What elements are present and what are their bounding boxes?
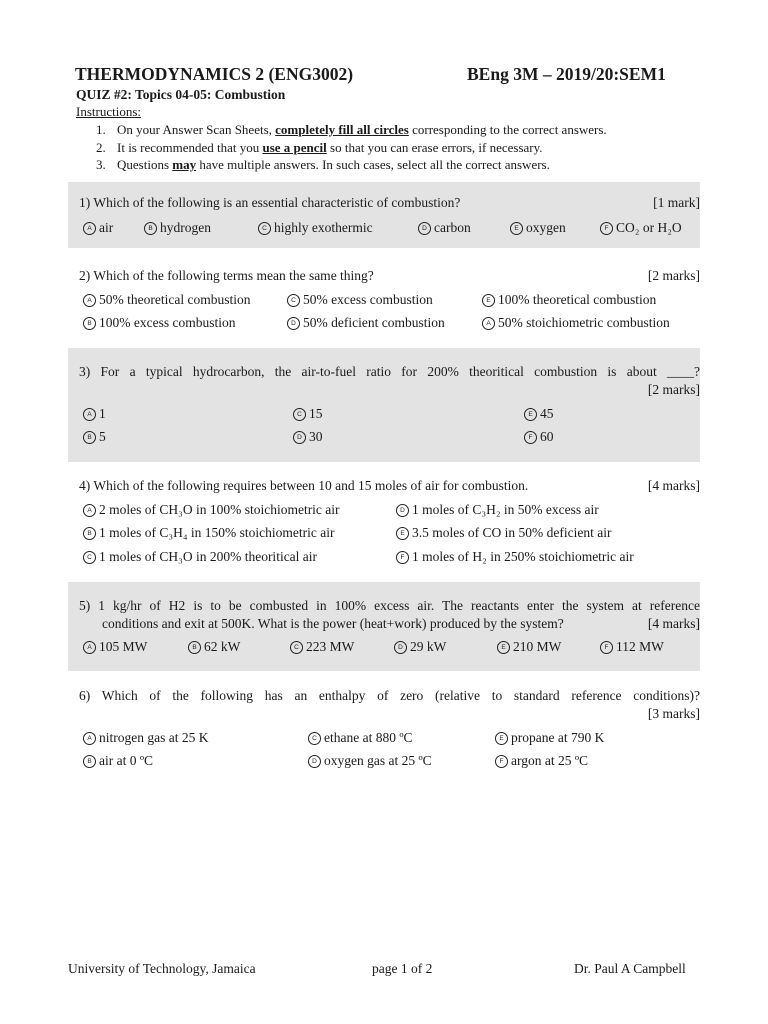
option-q3-e[interactable]: E 45: [524, 406, 554, 422]
question-2: 2) Which of the following terms mean the same thing? [2 marks]: [79, 268, 700, 283]
answer-bubble[interactable]: A: [83, 222, 96, 235]
answer-bubble[interactable]: F: [600, 641, 613, 654]
option-q2-a[interactable]: A 50% theoretical combustion: [83, 292, 250, 308]
option-q1-c[interactable]: C highly exothermic: [258, 220, 373, 236]
answer-bubble[interactable]: E: [396, 527, 409, 540]
answer-bubble[interactable]: F: [495, 755, 508, 768]
option-q6-c[interactable]: C ethane at 880 ºC: [308, 730, 413, 746]
answer-bubble[interactable]: B: [83, 527, 96, 540]
answer-bubble[interactable]: B: [188, 641, 201, 654]
answer-bubble[interactable]: B: [144, 222, 157, 235]
answer-bubble[interactable]: B: [83, 431, 96, 444]
option-q5-a[interactable]: A 105 MW: [83, 639, 147, 655]
question-4: 4) Which of the following requires between 10 and 15 moles of air for combustion. [4 marks]: [79, 478, 700, 493]
option-q5-f[interactable]: F 112 MW: [600, 639, 664, 655]
question-5: 5) 1 kg/hr of H2 is to be combusted in 100% excess air. The reactants enter the system at reference conditions and exit at 500K. What is the power (heat+work) produced by the system? [4 marks]: [79, 598, 700, 631]
option-q2-b[interactable]: B 100% excess combustion: [83, 315, 235, 331]
answer-bubble[interactable]: C: [290, 641, 303, 654]
emphasis: may: [172, 157, 197, 172]
emphasis: use a pencil: [262, 139, 327, 155]
answer-bubble[interactable]: E: [497, 641, 510, 654]
option-q3-c[interactable]: C 15: [293, 406, 323, 422]
course-title: THERMODYNAMICS 2 (ENG3002): [75, 64, 354, 84]
answer-bubble[interactable]: E: [510, 222, 523, 235]
question-6: 6) Which of the following has an enthalpy of zero (relative to standard reference conditions)? [3 marks]: [79, 688, 700, 721]
option-q1-d[interactable]: D carbon: [418, 220, 471, 236]
answer-bubble[interactable]: B: [83, 755, 96, 768]
question-1-band: [68, 182, 700, 248]
answer-bubble[interactable]: F: [600, 222, 613, 235]
option-q6-d[interactable]: D oxygen gas at 25 ºC: [308, 753, 432, 769]
option-q2-a2[interactable]: A 50% stoichiometric combustion: [482, 315, 670, 331]
answer-bubble[interactable]: A: [83, 294, 96, 307]
instructions-label: Instructions:: [76, 104, 141, 119]
option-q4-f[interactable]: F 1 moles of H₂ in 250% stoichiometric air: [396, 549, 634, 565]
answer-bubble[interactable]: D: [396, 504, 409, 517]
option-q3-a[interactable]: A 1: [83, 406, 106, 422]
program-title: BEng 3M – 2019/20:SEM1: [467, 64, 666, 84]
answer-bubble[interactable]: B: [83, 317, 96, 330]
option-q4-c[interactable]: C 1 moles of CH₃O in 200% theoritical air: [83, 549, 317, 565]
answer-bubble[interactable]: D: [394, 641, 407, 654]
instruction-item: 1. On your Answer Scan Sheets, completely fill all circles corresponding to the correct answers.: [96, 122, 607, 137]
option-q5-e[interactable]: E 210 MW: [497, 639, 561, 655]
answer-bubble[interactable]: F: [396, 551, 409, 564]
answer-bubble[interactable]: D: [293, 431, 306, 444]
marks: [3 marks]: [647, 706, 700, 721]
option-q2-d[interactable]: D 50% deficient combustion: [287, 315, 445, 331]
option-q1-a[interactable]: A air: [83, 220, 113, 236]
option-q4-b[interactable]: B 1 moles of C₃H₄ in 150% stoichiometric air: [83, 525, 335, 541]
instruction-item: 3. Questions may have multiple answers. In such cases, select all the correct answers.: [96, 157, 550, 172]
option-q1-e[interactable]: E oxygen: [510, 220, 566, 236]
marks: [4 marks]: [647, 478, 700, 493]
quiz-title: QUIZ #2: Topics 04-05: Combustion: [76, 87, 286, 102]
option-q3-f[interactable]: F 60: [524, 429, 554, 445]
instruction-item: 2. It is recommended that you use a pencil so that you can erase errors, if necessary.: [96, 139, 543, 155]
question-3: 3) For a typical hydrocarbon, the air-to-fuel ratio for 200% theoritical combustion is about ____? [2 marks]: [79, 364, 700, 397]
answer-bubble[interactable]: A: [482, 317, 495, 330]
option-q5-d[interactable]: D 29 kW: [394, 639, 446, 655]
answer-bubble[interactable]: D: [418, 222, 431, 235]
option-q4-a[interactable]: A 2 moles of CH₃O in 100% stoichiometric air: [83, 502, 340, 518]
answer-bubble[interactable]: C: [287, 294, 300, 307]
option-q1-f[interactable]: F CO₂ or H₂O: [600, 220, 682, 236]
answer-bubble[interactable]: C: [308, 732, 321, 745]
option-q5-c[interactable]: C 223 MW: [290, 639, 354, 655]
answer-bubble[interactable]: D: [287, 317, 300, 330]
answer-bubble[interactable]: A: [83, 504, 96, 517]
answer-bubble[interactable]: A: [83, 408, 96, 421]
answer-bubble[interactable]: C: [83, 551, 96, 564]
option-q6-a[interactable]: A nitrogen gas at 25 K: [83, 730, 208, 746]
option-q3-d[interactable]: D 30: [293, 429, 323, 445]
option-q6-e[interactable]: E propane at 790 K: [495, 730, 604, 746]
marks: [4 marks]: [647, 616, 700, 631]
answer-bubble[interactable]: C: [293, 408, 306, 421]
option-q3-b[interactable]: B 5: [83, 429, 106, 445]
answer-bubble[interactable]: F: [524, 431, 537, 444]
answer-bubble[interactable]: C: [258, 222, 271, 235]
answer-bubble[interactable]: E: [482, 294, 495, 307]
answer-bubble[interactable]: E: [495, 732, 508, 745]
option-q4-d[interactable]: D 1 moles of C₃H₂ in 50% excess air: [396, 502, 599, 518]
answer-bubble[interactable]: E: [524, 408, 537, 421]
marks: [1 mark]: [653, 195, 700, 210]
answer-bubble[interactable]: A: [83, 732, 96, 745]
option-q6-b[interactable]: B air at 0 ºC: [83, 753, 153, 769]
marks: [2 marks]: [647, 268, 700, 283]
emphasis: completely fill all circles: [275, 122, 409, 137]
instructions-list: [96, 122, 716, 175]
option-q5-b[interactable]: B 62 kW: [188, 639, 240, 655]
question-1: 1) Which of the following is an essential characteristic of combustion? [1 mark]: [79, 195, 700, 210]
footer-page-number: page 1 of 2: [372, 961, 433, 976]
option-q1-b[interactable]: B hydrogen: [144, 220, 211, 236]
answer-bubble[interactable]: D: [308, 755, 321, 768]
option-q6-f[interactable]: F argon at 25 ºC: [495, 753, 588, 769]
footer-institution: University of Technology, Jamaica: [68, 961, 256, 976]
option-q2-c[interactable]: C 50% excess combustion: [287, 292, 433, 308]
option-q2-e[interactable]: E 100% theoretical combustion: [482, 292, 656, 308]
answer-bubble[interactable]: A: [83, 641, 96, 654]
option-q4-e[interactable]: E 3.5 moles of CO in 50% deficient air: [396, 525, 611, 541]
footer-author: Dr. Paul A Campbell: [574, 961, 686, 976]
marks: [2 marks]: [647, 382, 700, 397]
